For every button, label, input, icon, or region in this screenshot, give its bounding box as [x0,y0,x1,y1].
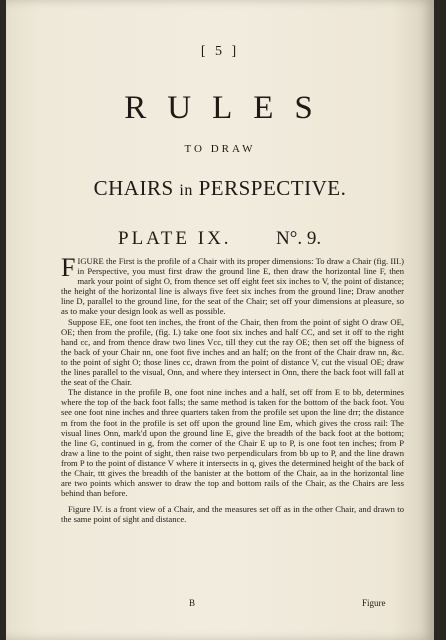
title-end: PERSPECTIVE. [198,176,347,200]
paragraph: Suppose EE, one foot ten inches, the front of the Chair, then from the point of sight O draw OE, OE; then from the profile, (fig. I.) take one foot six inches and half CC, and set it off to the right hand cc, and from thence draw two lines Vcc, till they cut the ray OE; then set off the bigness of the back of your Chair nn, one foot five inches and an half; on the front of the Chair draw nn, &c. to the point of sight O; those lines cc, drawn from the point of distance V, cut the visual OE; draw the lines parallel to the visual, Onn, and where they intersect in Onn, there the back foot will fall at the seat of the Chair. [61,316,404,388]
signature-mark: B [189,598,196,608]
plate-number: N°. 9. [276,228,322,249]
title-in: in [179,182,193,199]
catchword: Figure [362,598,386,608]
paragraph: The distance in the profile B, one foot nine inches and a half, set off from E to bb, determines where the top of the back foot falls; the same method is taken for the bottom of the back foot. You see one foot nine inches and three quarters taken from the profile set upon the line drr; the distance m from the foot in the profile is set off upon the ground line Em, which gives the cross rail: The visual lines Onn, mark'd upon the ground line E, give the breadth of the back foot at the bottom; the line G, continued in g, from the corner of the Chair E up to P, is one foot ten inches; from P draw a line to the point of sight, then raise two perpendiculars from bb up to P, and the line drawn from P to the point of distance V where it intersects in q, gives the determined height of the back of the Chair, ttt gives the breadth of the banister at the bottom of the Chair, aa in the horizontal line are two points which answer to draw the top and bottom rails of the Chair, as the Chairs are less behind than before. [61,387,404,499]
paragraph-text: IGURE the First is the profile of a Chair with its proper dimensions: To draw a Chair (fig. III.) in Perspective, you must first draw the ground line E, then draw the horizontal line F, then mark your point of sight O, from thence set off eight feet six inches to V, the point of distance; the height of the horizontal line is always five feet six inches from the ground line; Draw another line D, parallel to the ground line, for the seat of the Chair; set off your dimensions at pleasure, so as to make your design look as well as possible. [61,256,404,317]
heading: RULES [124,90,334,126]
paragraph [61,253,404,317]
plate-label: PLATE IX. [118,228,232,249]
page-title [6,176,434,201]
drop-cap: F [61,253,76,282]
body-text [61,253,404,525]
subheading: TO DRAW [184,143,256,155]
page-number: [ 5 ] [200,44,240,59]
paragraph: Figure IV. is a front view of a Chair, and the measures set off as in the other Chair, and drawn to the same point of sight and distance. [61,504,404,525]
title-main: CHAIRS [93,176,174,200]
book-page [6,0,434,640]
